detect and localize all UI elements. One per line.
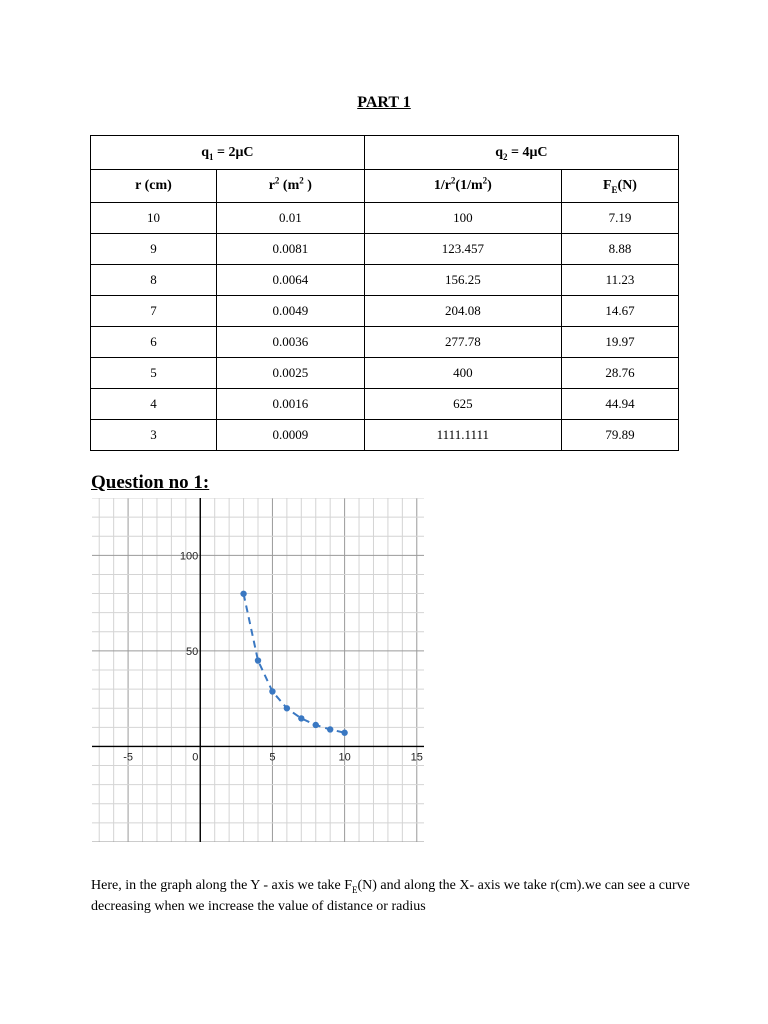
table-cell: 0.0049 <box>216 296 364 327</box>
table-cell: 28.76 <box>561 358 678 389</box>
x-tick-label: 0 <box>192 751 199 764</box>
table-cell: 8 <box>91 265 217 296</box>
table-row <box>91 265 679 296</box>
force-vs-distance-graph <box>92 498 424 842</box>
table-cell: 0.0009 <box>216 420 364 451</box>
header-r-squared: $r^2$ ($m^2$ ) <box>216 170 364 203</box>
data-point <box>255 657 261 663</box>
table-cell: 156.25 <box>364 265 561 296</box>
table-cell: 1111.1111 <box>364 420 561 451</box>
table-cell: 11.23 <box>561 265 678 296</box>
data-point <box>298 715 304 721</box>
table-group-row <box>91 136 679 170</box>
table-cell: 79.89 <box>561 420 678 451</box>
header-inverse-r-squared: $1/r^2(1/m^2)$ <box>364 170 561 203</box>
table-row <box>91 358 679 389</box>
table-cell: 44.94 <box>561 389 678 420</box>
part-title: PART 1 <box>357 94 411 111</box>
table-cell: 0.0025 <box>216 358 364 389</box>
table-cell: 19.97 <box>561 327 678 358</box>
question-heading: Question no 1: <box>91 472 210 493</box>
explanation-paragraph: Here, in the graph along the Y - axis we take $F_E(N)$ and along the X- axis we take r(cm).we can see a curve decreasing when we increase the value of distance or radius <box>91 878 690 914</box>
table-cell: 8.88 <box>561 234 678 265</box>
table-cell: 625 <box>364 389 561 420</box>
data-point <box>327 726 333 732</box>
x-tick-label: -5 <box>123 751 133 764</box>
table-cell: 0.0081 <box>216 234 364 265</box>
y-tick-label: 50 <box>186 645 199 658</box>
table-cell: 277.78 <box>364 327 561 358</box>
x-tick-label: 15 <box>410 751 423 764</box>
table-cell: 0.0064 <box>216 265 364 296</box>
table-cell: 4 <box>91 389 217 420</box>
x-tick-label: 5 <box>269 751 276 764</box>
table-cell: 9 <box>91 234 217 265</box>
table-cell: 5 <box>91 358 217 389</box>
table-row <box>91 234 679 265</box>
table-cell: 100 <box>364 203 561 234</box>
y-tick-label: 100 <box>179 550 199 563</box>
table-cell: 14.67 <box>561 296 678 327</box>
table-row <box>91 389 679 420</box>
table-cell: 0.01 <box>216 203 364 234</box>
table-row <box>91 296 679 327</box>
table-cell: 6 <box>91 327 217 358</box>
table-cell: 123.457 <box>364 234 561 265</box>
table-cell: 204.08 <box>364 296 561 327</box>
group-header-q1: $q_1 = 2\mu C$ <box>91 136 365 170</box>
data-point <box>284 705 290 711</box>
table-cell: 0.0016 <box>216 389 364 420</box>
group-header-q2: $q_2 = 4\mu C$ <box>364 136 678 170</box>
table-cell: 3 <box>91 420 217 451</box>
table-header-row <box>91 170 679 203</box>
x-tick-label: 10 <box>338 751 351 764</box>
table-cell: 400 <box>364 358 561 389</box>
table-row <box>91 327 679 358</box>
data-point <box>269 688 275 694</box>
table-cell: 10 <box>91 203 217 234</box>
data-point <box>341 730 347 736</box>
table-cell: 7 <box>91 296 217 327</box>
table-cell: 0.0036 <box>216 327 364 358</box>
data-table <box>90 135 679 451</box>
table-row <box>91 420 679 451</box>
header-r: r (cm) <box>91 170 217 203</box>
table-cell: 7.19 <box>561 203 678 234</box>
header-force: $F_E(N)$ <box>561 170 678 203</box>
table-row <box>91 203 679 234</box>
data-point <box>240 591 246 597</box>
data-point <box>313 722 319 728</box>
